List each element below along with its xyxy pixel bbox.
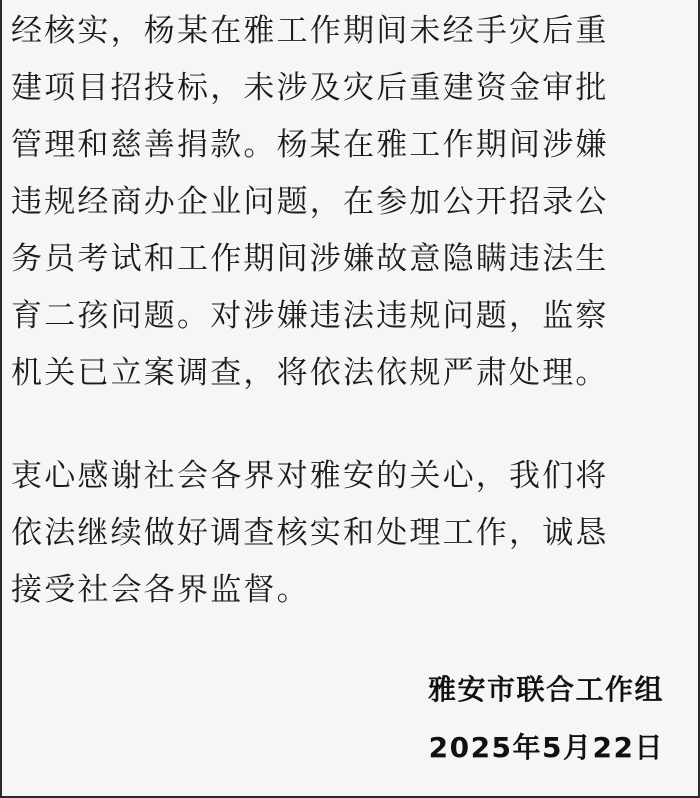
text-line: 依法继续做好调查核实和处理工作，诚恳: [11, 515, 609, 551]
paragraph-investigation-findings: [11, 3, 668, 402]
signature-date: 2025年5月22日: [428, 731, 664, 764]
text-line: 违规经商办企业问题，在参加公开招录公: [11, 184, 609, 220]
text-line: 接受社会各界监督。: [11, 572, 310, 608]
text-line: 建项目招投标，未涉及灾后重建资金审批: [11, 70, 609, 106]
text-line: 务员考试和工作期间涉嫌故意隐瞒违法生: [11, 241, 609, 277]
text-line: 经核实，杨某在雅工作期间未经手灾后重: [11, 13, 609, 49]
text-line: 衷心感谢社会各界对雅安的关心，我们将: [11, 458, 609, 494]
text-line: 管理和慈善捐款。杨某在雅工作期间涉嫌: [11, 127, 609, 163]
paragraph-thanks: [11, 448, 668, 619]
signature-organization: 雅安市联合工作组: [427, 673, 664, 706]
text-line: 机关已立案调查，将依法依规严肃处理。: [11, 355, 609, 391]
text-line: 育二孩问题。对涉嫌违法违规问题，监察: [11, 298, 609, 334]
